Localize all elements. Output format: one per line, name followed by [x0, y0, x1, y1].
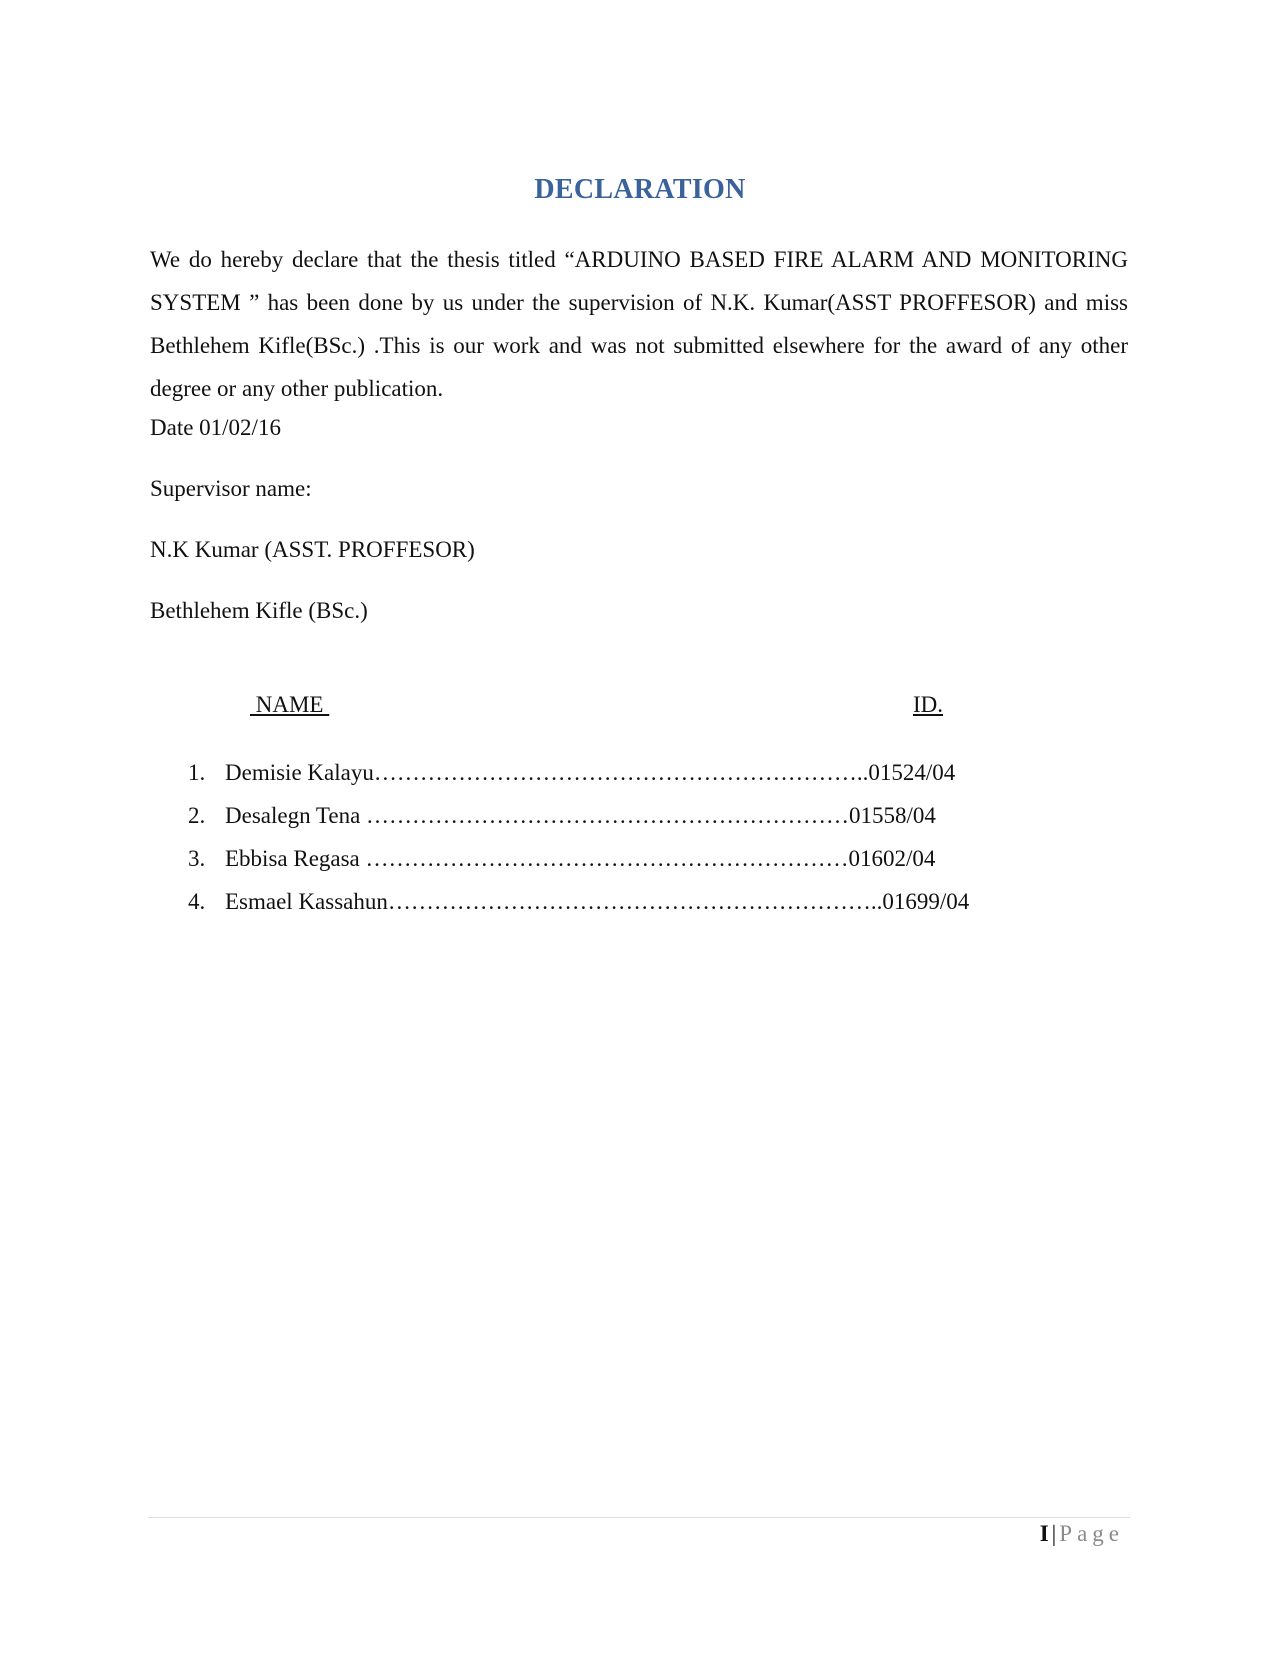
date-line: Date 01/02/16: [150, 415, 281, 440]
dot-leader: ………………………………………………………: [366, 803, 850, 828]
member-id: 01558/04: [849, 803, 936, 828]
member-id: 01699/04: [882, 889, 970, 914]
list-number: 4.: [188, 889, 206, 914]
list-item: [188, 801, 936, 831]
member-name: Esmael Kassahun: [225, 889, 388, 914]
dot-leader: ………………………………………………………: [365, 846, 849, 871]
supervisor-name: Bethlehem Kifle (BSc.): [150, 598, 368, 623]
footer-divider: [148, 1517, 1130, 1518]
member-name: Desalegn Tena: [225, 803, 367, 828]
member-name: Ebbisa Regasa: [225, 846, 366, 871]
list-item: [188, 758, 955, 788]
list-number: 2.: [188, 803, 206, 828]
page-label: Page: [1059, 1521, 1124, 1546]
page-number: I: [1039, 1521, 1049, 1546]
supervisor-label: Supervisor name:: [150, 476, 312, 501]
member-name: Demisie Kalayu: [225, 760, 374, 785]
list-number: 1.: [188, 760, 206, 785]
page-title: DECLARATION: [534, 174, 746, 205]
page-footer: [1040, 1521, 1124, 1547]
list-item: [188, 887, 969, 917]
member-id: 01524/04: [868, 760, 956, 785]
list-item: [188, 844, 935, 874]
id-column-header: ID.: [913, 692, 944, 717]
dot-leader: ………………………………………………………..: [373, 760, 869, 785]
list-number: 3.: [188, 846, 206, 871]
declaration-paragraph: We do hereby declare that the thesis titled “ARDUINO BASED FIRE ALARM AND MONITORING SYSTEM ” has been done by us under the supervision of N.K. Kumar(ASST PROFFESOR) and miss Bethlehem Kifle(BSc.) .This is our work and was not submitted elsewhere for the award of any other degree or any other publication.: [150, 247, 1128, 401]
supervisor-name: N.K Kumar (ASST. PROFFESOR): [150, 537, 475, 562]
name-column-header: NAME: [250, 692, 330, 717]
footer-separator: |: [1051, 1521, 1057, 1546]
member-id: 01602/04: [848, 846, 936, 871]
dot-leader: ………………………………………………………..: [387, 889, 883, 914]
